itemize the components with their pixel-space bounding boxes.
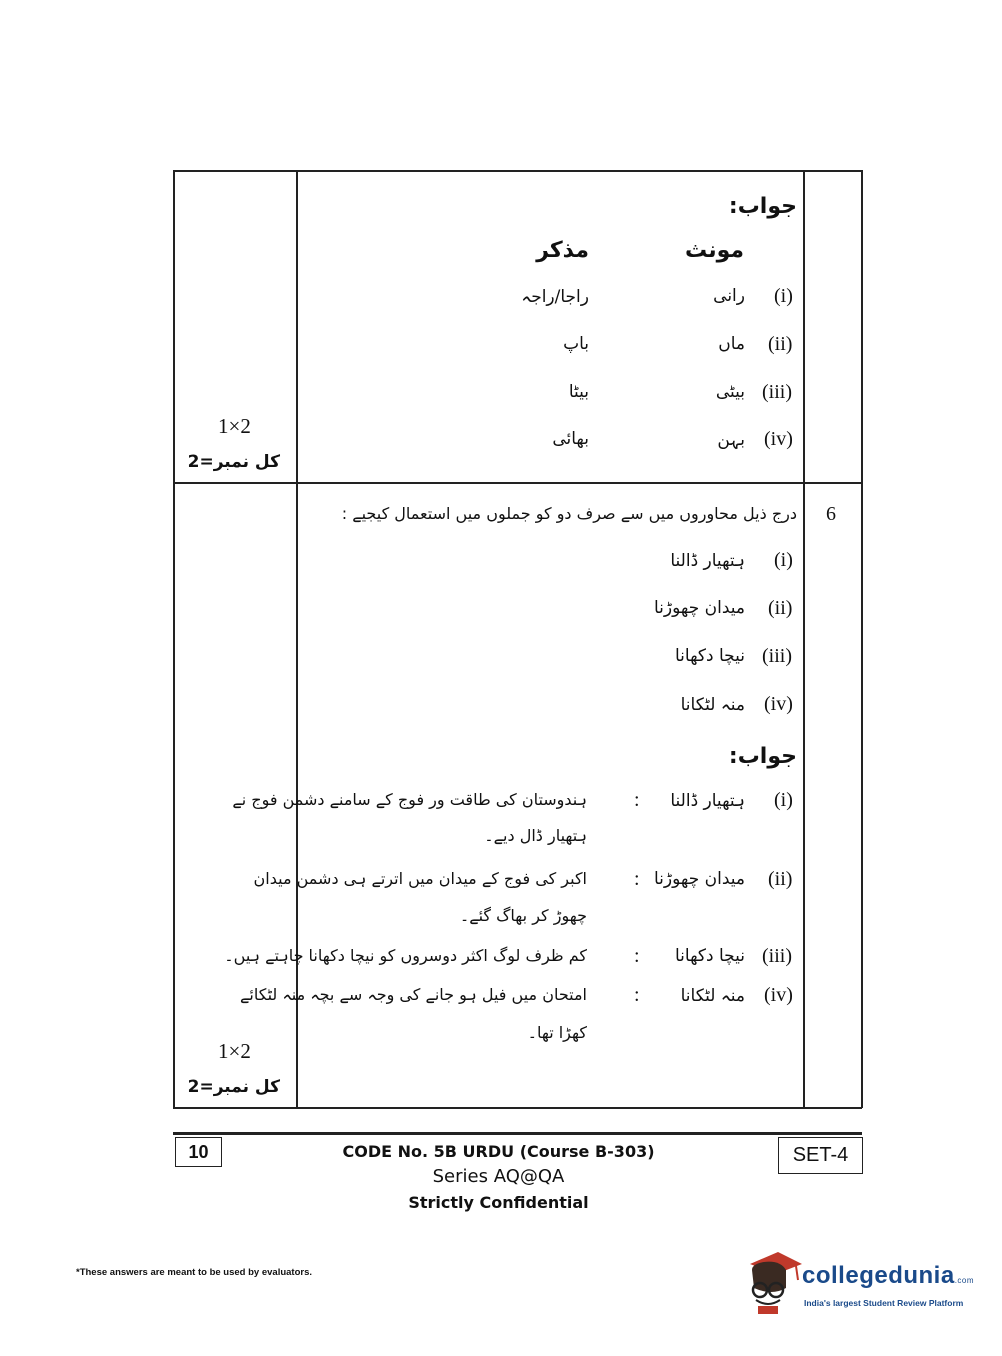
answer-number: (iv) bbox=[764, 984, 793, 1006]
answer-label: جواب: bbox=[728, 744, 797, 769]
masculine-word: راجا/راجہ bbox=[521, 287, 589, 307]
answer-sentence-line1: امتحان میں فیل ہو جانے کی وجہ سے بچہ منہ لٹکائے bbox=[240, 985, 587, 1004]
collegedunia-logo[interactable] bbox=[742, 1248, 975, 1316]
header-feminine: مونث bbox=[685, 238, 744, 263]
row-number: (i) bbox=[774, 285, 793, 307]
page-number: 10 bbox=[188, 1142, 209, 1162]
feminine-word: ماں bbox=[718, 334, 745, 354]
logo-wordmark bbox=[802, 1262, 974, 1290]
idiom-text: میدان چھوڑنا bbox=[653, 598, 745, 618]
table-border-bottom bbox=[173, 1107, 862, 1109]
answer-idiom: نیچا دکھانا bbox=[674, 946, 745, 966]
answer-colon: : bbox=[634, 984, 640, 1006]
idiom-number: (ii) bbox=[768, 597, 793, 619]
answer-idiom: منہ لٹکانا bbox=[680, 986, 745, 1006]
idiom-number: (i) bbox=[774, 549, 793, 571]
idiom-number: (iii) bbox=[762, 645, 792, 667]
question-text: درج ذیل محاوروں میں سے صرف دو کو جملوں میں استعمال کیجیے : bbox=[341, 504, 797, 523]
idiom-text: نیچا دکھانا bbox=[674, 646, 745, 666]
answer-idiom: ہتھیار ڈالنا bbox=[670, 791, 745, 811]
set-box bbox=[778, 1137, 863, 1174]
table-border-left bbox=[173, 170, 175, 1108]
answer-sentence-line1: کم ظرف لوگ اکثر دوسروں کو نیچا دکھانا چاہتے ہیں۔ bbox=[224, 946, 587, 965]
evaluator-note: *These answers are meant to be used by evaluators. bbox=[76, 1267, 313, 1278]
answer-colon: : bbox=[634, 789, 640, 811]
logo-name: collegedunia bbox=[802, 1262, 955, 1289]
marks-distribution: 1×2 bbox=[218, 414, 251, 438]
row-number: (iii) bbox=[762, 381, 792, 403]
answer-colon: : bbox=[634, 945, 640, 967]
answer-idiom: میدان چھوڑنا bbox=[653, 869, 745, 889]
answer-label: جواب: bbox=[728, 194, 797, 219]
masculine-word: باپ bbox=[563, 334, 589, 354]
answer-sentence-line2: ہتھیار ڈال دیے۔ bbox=[484, 826, 587, 845]
idiom-number: (iv) bbox=[764, 693, 793, 715]
masculine-word: بیٹا bbox=[568, 382, 589, 402]
logo-tagline: India's largest Student Review Platform bbox=[804, 1298, 964, 1308]
answer-number: (iii) bbox=[762, 945, 792, 967]
exam-code: CODE No. 5B URDU (Course B-303) bbox=[342, 1142, 655, 1161]
question-number: 6 bbox=[826, 503, 836, 525]
table-col-divider-1 bbox=[296, 170, 298, 1108]
confidential-text: Strictly Confidential bbox=[408, 1193, 589, 1212]
header-masculine: مذکر bbox=[536, 238, 589, 263]
answer-sentence-line2: کھڑا تھا۔ bbox=[527, 1023, 587, 1042]
feminine-word: رانی bbox=[713, 286, 745, 306]
table-border-top bbox=[173, 170, 862, 172]
mascot-icon bbox=[742, 1248, 804, 1316]
answer-sentence-line1: ہندوستان کی طاقت ور فوج کے سامنے دشمن فوج نے bbox=[232, 790, 587, 809]
table-border-right bbox=[861, 170, 863, 1108]
answer-sentence-line1: اکبر کی فوج کے میدان میں اترتے ہی دشمن میدان bbox=[253, 869, 587, 888]
footer-rule bbox=[173, 1132, 862, 1135]
idiom-text: ہتھیار ڈالنا bbox=[670, 551, 745, 571]
row-number: (ii) bbox=[768, 333, 793, 355]
marks-distribution: 1×2 bbox=[218, 1039, 251, 1063]
total-marks: کل نمبر=2 bbox=[187, 1077, 280, 1097]
logo-suffix: .com bbox=[954, 1276, 975, 1285]
row-number: (iv) bbox=[764, 428, 793, 450]
set-label: SET-4 bbox=[792, 1144, 849, 1166]
answer-sentence-line2: چھوڑ کر بھاگ گئے۔ bbox=[459, 906, 587, 925]
masculine-word: بھائی bbox=[552, 429, 589, 449]
answer-number: (i) bbox=[774, 789, 793, 811]
feminine-word: بیٹی bbox=[715, 382, 745, 402]
table-col-divider-2 bbox=[803, 170, 805, 1108]
idiom-text: منہ لٹکانا bbox=[680, 695, 745, 715]
series-text: Series AQ@QA bbox=[432, 1166, 565, 1187]
total-marks: کل نمبر=2 bbox=[187, 452, 280, 472]
page-number-box bbox=[175, 1137, 222, 1167]
answer-number: (ii) bbox=[768, 868, 793, 890]
table-row-divider bbox=[173, 482, 862, 484]
answer-colon: : bbox=[634, 868, 640, 890]
feminine-word: بہن bbox=[717, 430, 745, 450]
